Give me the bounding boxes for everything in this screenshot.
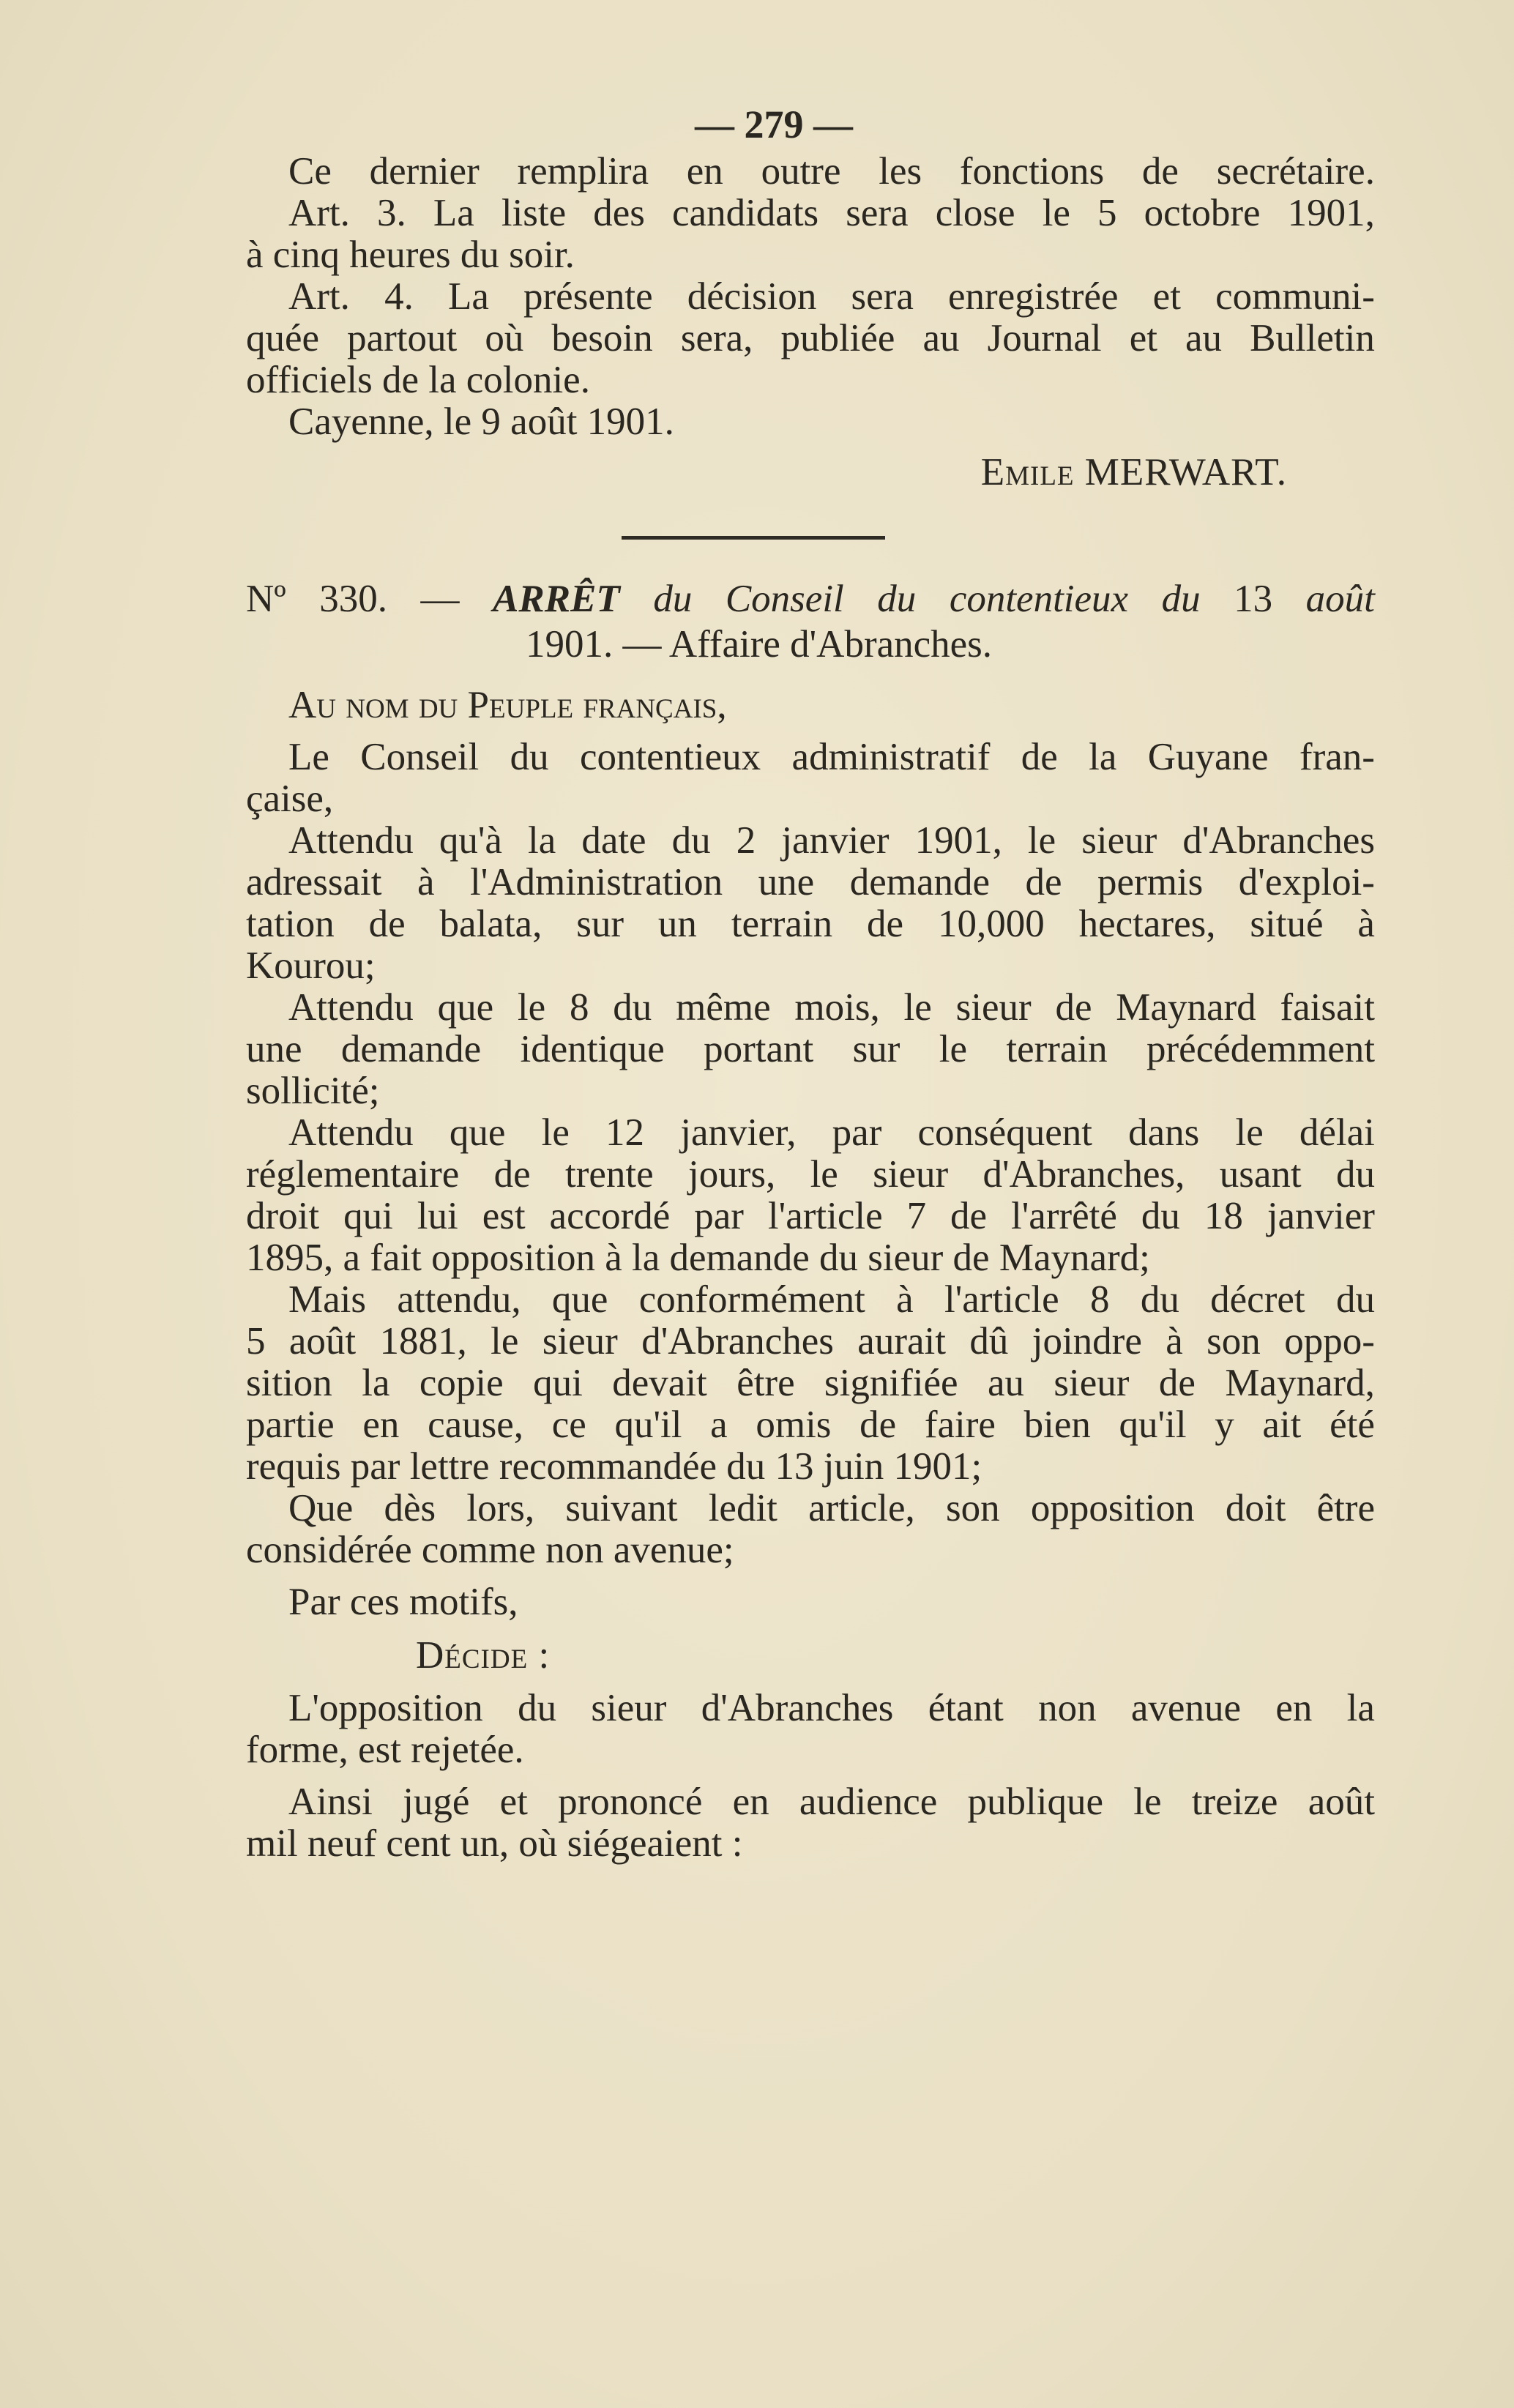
text-line: [246, 318, 1375, 359]
motifs-line: [288, 1581, 1375, 1623]
text-line: [246, 1154, 1375, 1196]
text-line: [246, 945, 1375, 987]
text-line: [246, 1029, 1375, 1070]
word: que: [551, 1278, 608, 1321]
word: jours,: [688, 1153, 776, 1196]
word: et: [499, 1781, 528, 1823]
heading-word: —: [420, 578, 460, 620]
text-line: [246, 1237, 1375, 1279]
word: sition: [246, 1362, 332, 1404]
word: du: [613, 986, 652, 1029]
word: été: [1330, 1404, 1375, 1446]
word: 8: [569, 986, 589, 1029]
word: le: [903, 986, 932, 1029]
word: d'Abranches: [1182, 819, 1375, 862]
word: administratif: [791, 736, 991, 778]
word: Mais: [288, 1278, 366, 1321]
decide-heading: [416, 1633, 1375, 1677]
word: lors,: [466, 1487, 535, 1529]
word: copie: [419, 1362, 504, 1404]
word: tation: [246, 903, 335, 945]
word: permis: [1097, 861, 1204, 903]
text-line: [246, 862, 1375, 903]
word: son: [946, 1487, 1000, 1529]
text-line: [288, 1781, 1375, 1823]
word: demande: [849, 861, 990, 903]
word: Art.: [288, 275, 350, 318]
word: 5: [1097, 192, 1117, 234]
word: outre: [761, 150, 841, 193]
word: y: [1215, 1404, 1234, 1446]
word: dû: [969, 1320, 1009, 1363]
word: secrétaire.: [1216, 150, 1375, 193]
text-line: [288, 1688, 1375, 1729]
word: à: [1357, 903, 1375, 945]
word: non: [1038, 1687, 1097, 1729]
word: 5: [246, 1320, 266, 1363]
word: a: [710, 1404, 728, 1446]
word: d'Abranches: [701, 1687, 894, 1729]
word: de: [859, 1404, 897, 1446]
text-line-content: 1895, a fait opposition à la demande du sieur de Maynard;: [246, 1237, 1150, 1279]
word: le: [1042, 192, 1070, 234]
word: sera: [846, 192, 909, 234]
word: réglementaire: [246, 1153, 460, 1196]
word: qu'il: [1119, 1404, 1187, 1446]
word: Bulletin: [1250, 317, 1375, 359]
word: à: [896, 1278, 914, 1321]
word: adressait: [246, 861, 382, 903]
word: les: [879, 150, 922, 193]
motifs-text: Par ces motifs,: [288, 1581, 518, 1623]
text-line: [246, 1446, 1375, 1488]
text-line: [288, 820, 1375, 862]
word: cause,: [428, 1404, 524, 1446]
text-line: [246, 234, 1375, 276]
text-line-content: officiels de la colonie.: [246, 359, 590, 401]
word: opposition: [1030, 1487, 1195, 1529]
text-line-content: Cayenne, le 9 août 1901.: [288, 400, 674, 443]
heading-word: Nº: [246, 578, 286, 620]
word: jugé: [403, 1781, 470, 1823]
word: audience: [799, 1781, 938, 1823]
decision-block: [246, 1688, 1375, 1771]
word: d'Abranches: [641, 1320, 834, 1363]
word: terrain: [1006, 1028, 1108, 1070]
word: 7: [906, 1195, 927, 1237]
word: dernier: [369, 150, 480, 193]
word: joindre: [1032, 1320, 1142, 1363]
word: de: [867, 903, 904, 945]
word: mois,: [794, 986, 880, 1029]
word: le: [1133, 1781, 1162, 1823]
word: quée: [246, 317, 320, 359]
word: que: [437, 986, 494, 1029]
word: à: [1166, 1320, 1183, 1363]
word: Maynard,: [1225, 1362, 1375, 1404]
word: Ce: [288, 150, 332, 193]
heading-word: 330.: [319, 578, 387, 620]
word: l'arrêté: [1011, 1195, 1117, 1237]
preamble-text: Au nom du Peuple français,: [288, 684, 727, 726]
word: devait: [612, 1362, 707, 1404]
signature-name: Emile MERWART.: [980, 451, 1287, 493]
word: dans: [1128, 1111, 1200, 1154]
text-line: [246, 1321, 1375, 1363]
word: un: [657, 903, 697, 945]
word: du: [518, 1687, 557, 1729]
word: Conseil: [360, 736, 480, 778]
word: que: [449, 1111, 506, 1154]
word: de: [493, 1153, 531, 1196]
word: faire: [924, 1404, 996, 1446]
word: remplira: [517, 150, 649, 193]
word: ait: [1262, 1404, 1302, 1446]
text-line-content: Kourou;: [246, 944, 376, 987]
word: décision: [687, 275, 817, 318]
word: Attendu: [288, 986, 414, 1029]
word: en: [362, 1404, 400, 1446]
word: fonctions: [959, 150, 1105, 193]
word: La: [447, 275, 489, 318]
word: 3.: [377, 192, 406, 234]
word: balata,: [439, 903, 542, 945]
heading-word: contentieux: [949, 578, 1129, 620]
text-line-content: à cinq heures du soir.: [246, 234, 575, 276]
word: 2: [736, 819, 756, 862]
decide-text: Décide :: [416, 1634, 551, 1677]
word: qui: [343, 1195, 393, 1237]
text-line: [246, 1404, 1375, 1446]
text-line-content: mil neuf cent un, où siégeaient :: [246, 1822, 743, 1865]
word: étant: [928, 1687, 1004, 1729]
word: publiée: [780, 317, 895, 359]
word: dès: [384, 1487, 436, 1529]
word: de: [1158, 1362, 1196, 1404]
word: publique: [967, 1781, 1103, 1823]
word: décret: [1210, 1278, 1305, 1321]
word: du: [1141, 1195, 1180, 1237]
heading-word: août: [1305, 578, 1375, 620]
word: suivant: [565, 1487, 678, 1529]
considerations-block: [246, 737, 1375, 1571]
text-line-content: requis par lettre recommandée du 13 juin 1901;: [246, 1445, 982, 1488]
text-line: [288, 276, 1375, 318]
preamble: [288, 685, 1375, 726]
word: lui: [417, 1195, 458, 1237]
word: par: [694, 1195, 744, 1237]
word: treize: [1191, 1781, 1278, 1823]
word: et: [1129, 317, 1157, 359]
word: sieur: [591, 1687, 667, 1729]
text-line: [246, 903, 1375, 945]
word: du: [510, 736, 549, 778]
text-line: [288, 151, 1375, 193]
word: 8: [1090, 1278, 1110, 1321]
word: 10,000: [937, 903, 1045, 945]
word: L'opposition: [288, 1687, 483, 1729]
word: Art.: [288, 192, 350, 234]
word: Attendu: [288, 1111, 414, 1154]
heading-word: du: [1161, 578, 1201, 620]
text-line-content: sollicité;: [246, 1070, 380, 1112]
word: Journal: [987, 317, 1102, 359]
text-line: [246, 778, 1375, 820]
word: l'Administration: [469, 861, 723, 903]
word: liste: [501, 192, 567, 234]
word: portant: [704, 1028, 814, 1070]
word: janvier,: [680, 1111, 797, 1154]
word: usant: [1219, 1153, 1302, 1196]
word: l'article: [767, 1195, 883, 1237]
word: droit: [246, 1195, 320, 1237]
text-line: [288, 1279, 1375, 1321]
word: omis: [756, 1404, 832, 1446]
word: une: [246, 1028, 302, 1070]
word: La: [433, 192, 474, 234]
word: du: [1140, 1278, 1179, 1321]
word: qu'il: [614, 1404, 682, 1446]
word: de: [1055, 986, 1092, 1029]
heading-word: ARRÊT: [493, 578, 620, 620]
word: de: [1025, 861, 1062, 903]
text-line: [288, 1112, 1375, 1154]
text-line-content: çaise,: [246, 778, 334, 820]
word: de: [1141, 150, 1179, 193]
page-number: — 279 —: [695, 102, 853, 146]
word: la: [1089, 736, 1117, 778]
word: du: [671, 819, 711, 862]
word: janvier: [781, 819, 890, 862]
word: la: [1346, 1687, 1375, 1729]
word: de: [950, 1195, 988, 1237]
word: fran-: [1299, 736, 1375, 778]
text-line: [246, 1363, 1375, 1404]
word: présente: [523, 275, 653, 318]
text-line: [246, 359, 1375, 401]
word: 12: [605, 1111, 645, 1154]
word: sera,: [680, 317, 753, 359]
word: son: [1207, 1320, 1261, 1363]
signature: [246, 452, 1287, 493]
text-line: [246, 1070, 1375, 1112]
heading-word: 13: [1234, 578, 1273, 620]
word: sera: [851, 275, 914, 318]
text-line: [288, 1488, 1375, 1529]
word: sieur: [1081, 819, 1157, 862]
word: précédemment: [1146, 1028, 1375, 1070]
text-line: [288, 737, 1375, 778]
word: d'Abranches,: [982, 1153, 1185, 1196]
word: le: [810, 1153, 838, 1196]
word: article,: [808, 1487, 915, 1529]
word: terrain: [731, 903, 833, 945]
arret-heading-line-2: [526, 622, 1375, 667]
word: le: [1235, 1111, 1264, 1154]
word: le: [939, 1028, 968, 1070]
word: contentieux: [579, 736, 761, 778]
word: et: [1152, 275, 1181, 318]
text-line-content: forme, est rejetée.: [246, 1729, 524, 1771]
word: des: [593, 192, 645, 234]
word: même: [676, 986, 771, 1029]
word: 1901,: [1287, 192, 1375, 234]
word: octobre: [1144, 192, 1261, 234]
word: enregistrée: [948, 275, 1119, 318]
word: avenue: [1130, 1687, 1241, 1729]
word: 1901,: [914, 819, 1002, 862]
word: besoin: [551, 317, 653, 359]
word: sur: [576, 903, 624, 945]
word: être: [1316, 1487, 1375, 1529]
word: communi-: [1215, 275, 1375, 318]
word: attendu,: [397, 1278, 521, 1321]
word: août: [1308, 1781, 1375, 1823]
word: de: [1021, 736, 1058, 778]
word: la: [362, 1362, 390, 1404]
word: sieur: [955, 986, 1032, 1029]
word: ce: [551, 1404, 586, 1446]
word: signifiée: [824, 1362, 958, 1404]
word: Que: [288, 1487, 354, 1529]
section-divider: [622, 536, 885, 540]
word: situé: [1250, 903, 1324, 945]
word: août: [288, 1320, 357, 1363]
word: être: [737, 1362, 795, 1404]
word: la: [527, 819, 556, 862]
word: en: [686, 150, 723, 193]
text-line: [288, 193, 1375, 234]
word: Guyane: [1147, 736, 1269, 778]
word: au: [1185, 317, 1223, 359]
word: à: [417, 861, 435, 903]
text-line-content: considérée comme non avenue;: [246, 1529, 734, 1571]
word: où: [485, 317, 524, 359]
arret-heading-line-1: [246, 576, 1375, 622]
word: le: [517, 986, 546, 1029]
word: qui: [533, 1362, 583, 1404]
word: ledit: [708, 1487, 777, 1529]
word: 4.: [384, 275, 414, 318]
word: Attendu: [288, 819, 414, 862]
word: délai: [1299, 1111, 1375, 1154]
word: accordé: [549, 1195, 671, 1237]
word: bien: [1023, 1404, 1091, 1446]
word: faisait: [1280, 986, 1375, 1029]
heading-word: du: [877, 578, 917, 620]
word: du: [1335, 1278, 1375, 1321]
word: aurait: [857, 1320, 946, 1363]
heading-word: du: [653, 578, 693, 620]
word: Maynard: [1116, 986, 1256, 1029]
word: partout: [347, 317, 458, 359]
word: sieur: [542, 1320, 618, 1363]
word: candidats: [672, 192, 819, 234]
word: de: [368, 903, 406, 945]
word: du: [1335, 1153, 1375, 1196]
heading-word: Conseil: [725, 578, 844, 620]
word: l'article: [944, 1278, 1059, 1321]
word: 1881,: [379, 1320, 467, 1363]
word: 18: [1204, 1195, 1243, 1237]
word: sieur: [873, 1153, 949, 1196]
word: hectares,: [1078, 903, 1216, 945]
word: date: [581, 819, 646, 862]
word: au: [987, 1362, 1024, 1404]
word: le: [1027, 819, 1056, 862]
text-line: [288, 401, 1375, 443]
decision-text-block: [246, 151, 1375, 443]
word: partie: [246, 1404, 335, 1446]
word: janvier: [1267, 1195, 1375, 1237]
word: en: [1275, 1687, 1313, 1729]
word: conformément: [638, 1278, 865, 1321]
word: le: [491, 1320, 519, 1363]
closing-block: [246, 1781, 1375, 1865]
text-line: [246, 1729, 1375, 1771]
word: une: [758, 861, 815, 903]
word: trente: [565, 1153, 654, 1196]
word: par: [832, 1111, 882, 1154]
word: sieur: [1054, 1362, 1130, 1404]
word: au: [922, 317, 960, 359]
word: Le: [288, 736, 329, 778]
word: close: [935, 192, 1015, 234]
word: identique: [520, 1028, 665, 1070]
word: demande: [340, 1028, 482, 1070]
text-line: [246, 1196, 1375, 1237]
arret-heading-subtext: 1901. — Affaire d'Abranches.: [526, 623, 993, 666]
word: qu'à: [439, 819, 502, 862]
text-line: [246, 1823, 1375, 1865]
word: en: [732, 1781, 769, 1823]
word: le: [541, 1111, 570, 1154]
text-line: [246, 1529, 1375, 1571]
word: prononcé: [558, 1781, 703, 1823]
word: oppo-: [1284, 1320, 1375, 1363]
word: d'exploi-: [1238, 861, 1375, 903]
word: doit: [1225, 1487, 1286, 1529]
word: sur: [852, 1028, 900, 1070]
word: est: [482, 1195, 526, 1237]
text-line: [288, 987, 1375, 1029]
word: Ainsi: [288, 1781, 373, 1823]
word: conséquent: [917, 1111, 1092, 1154]
